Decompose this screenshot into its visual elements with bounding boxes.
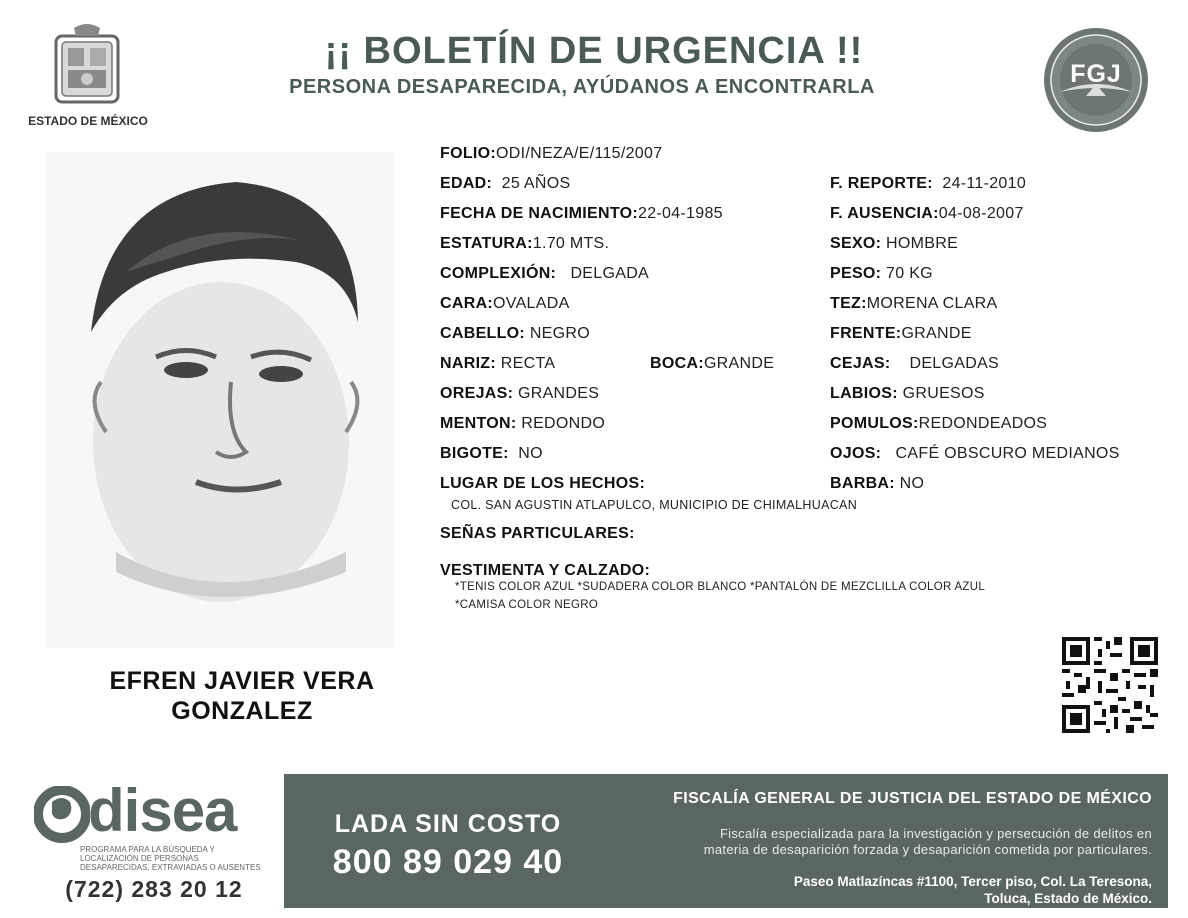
field-fecha-nacimiento <box>440 205 723 223</box>
f-reporte-value: 24-11-2010 <box>942 175 1027 192</box>
senas-label: SEÑAS PARTICULARES: <box>440 525 635 542</box>
person-portrait-icon <box>46 152 394 648</box>
frente-label: FRENTE: <box>830 325 902 342</box>
nariz-value: RECTA <box>500 355 556 372</box>
cabello-label: CABELLO: <box>440 325 526 342</box>
vestimenta-label: VESTIMENTA Y CALZADO: <box>440 562 651 579</box>
odisea-tagline: PROGRAMA PARA LA BÚSQUEDA Y LOCALIZACIÓN DE PERSONAS DESAPARECIDAS, EXTRAVIADAS O AUSENTES <box>80 845 261 872</box>
estatura-value: 1.70 MTS. <box>532 235 610 252</box>
field-bigote <box>440 445 543 463</box>
field-peso <box>830 265 933 283</box>
bigote-value: NO <box>518 445 543 462</box>
orejas-label: OREJAS: <box>440 385 514 402</box>
person-name-line2: GONZALEZ <box>171 697 313 725</box>
odisea-map-pin-icon <box>34 786 90 846</box>
fgj-logo <box>1042 26 1150 134</box>
ojos-value: CAFÉ OBSCURO MEDIANOS <box>895 445 1120 462</box>
tez-value: MORENA CLARA <box>866 295 998 312</box>
fecha-nacimiento-label: FECHA DE NACIMIENTO: <box>440 205 638 222</box>
barba-value: NO <box>899 475 925 492</box>
folio-label: FOLIO: <box>440 145 497 162</box>
address-line1: Paseo Matlazíncas #1100, Tercer piso, Col. La Teresona, <box>793 874 1152 889</box>
f-ausencia-value: 04-08-2007 <box>938 205 1024 222</box>
estatura-label: ESTATURA: <box>440 235 533 252</box>
field-ojos <box>830 445 1120 463</box>
field-cara <box>440 295 570 313</box>
field-estatura <box>440 235 609 253</box>
edad-label: EDAD: <box>440 175 493 192</box>
cara-value: OVALADA <box>493 295 570 312</box>
field-complexion <box>440 265 649 283</box>
f-ausencia-label: F. AUSENCIA: <box>830 205 939 222</box>
cejas-label: CEJAS: <box>830 355 891 372</box>
qr-code-icon[interactable] <box>1062 637 1158 733</box>
bulletin-subtitle: PERSONA DESAPARECIDA, AYÚDANOS A ENCONTRARLA <box>289 76 875 98</box>
folio-value: ODI/NEZA/E/115/2007 <box>496 145 663 162</box>
fiscalia-description <box>600 826 1152 858</box>
missing-person-photo <box>46 152 394 648</box>
field-f-reporte <box>830 175 1026 193</box>
vestimenta-line2: *CAMISA COLOR NEGRO <box>455 599 599 611</box>
field-menton <box>440 415 605 433</box>
field-cejas <box>830 355 999 373</box>
labios-label: LABIOS: <box>830 385 898 402</box>
field-f-ausencia <box>830 205 1024 223</box>
field-sexo <box>830 235 958 253</box>
boca-value: GRANDE <box>703 355 775 372</box>
field-labios <box>830 385 985 403</box>
vestimenta-line1: *TENIS COLOR AZUL *SUDADERA COLOR BLANCO *PANTALÓN DE MEZCLILLA COLOR AZUL <box>455 581 986 593</box>
lada-phone-number[interactable]: 800 89 029 40 <box>332 843 564 881</box>
cabello-value: NEGRO <box>529 325 590 342</box>
orejas-value: GRANDES <box>517 385 600 402</box>
field-senas <box>440 525 635 543</box>
field-edad <box>440 175 570 193</box>
fiscalia-desc-line2: materia de desaparición forzada y desaparición cometida por particulares. <box>703 842 1152 857</box>
field-tez <box>830 295 998 313</box>
fiscalia-title: FISCALÍA GENERAL DE JUSTICIA DEL ESTADO DE MÉXICO <box>673 790 1152 807</box>
frente-value: GRANDE <box>901 325 972 342</box>
field-cabello <box>440 325 590 343</box>
fiscalia-desc-line1: Fiscalía especializada para la investigación y persecución de delitos en <box>719 826 1152 841</box>
field-folio <box>440 145 662 163</box>
peso-value: 70 KG <box>886 265 933 282</box>
field-frente <box>830 325 972 343</box>
field-barba <box>830 475 924 493</box>
field-boca <box>650 355 774 373</box>
lugar-label: LUGAR DE LOS HECHOS: <box>440 475 646 492</box>
odisea-brand-text: disea <box>88 777 237 844</box>
fiscalia-address <box>600 873 1152 907</box>
tez-label: TEZ: <box>830 295 867 312</box>
edad-value: 25 AÑOS <box>501 175 571 192</box>
person-name-line1: EFREN JAVIER VERA <box>109 667 375 695</box>
person-name <box>46 666 438 726</box>
lugar-value: COL. SAN AGUSTIN ATLAPULCO, MUNICIPIO DE CHIMALHUACAN <box>451 498 858 512</box>
field-orejas <box>440 385 599 403</box>
labios-value: GRUESOS <box>902 385 985 402</box>
address-line2: Toluca, Estado de México. <box>984 891 1152 906</box>
bigote-label: BIGOTE: <box>440 445 509 462</box>
complexion-value: DELGADA <box>570 265 650 282</box>
fgj-logo-text: FGJ <box>1070 60 1122 88</box>
menton-label: MENTON: <box>440 415 517 432</box>
boca-label: BOCA: <box>650 355 704 372</box>
field-nariz <box>440 355 555 373</box>
field-vestimenta <box>440 562 650 580</box>
bulletin-title: ¡¡ BOLETÍN DE URGENCIA !! <box>324 30 864 72</box>
fecha-nacimiento-value: 22-04-1985 <box>638 205 723 222</box>
barba-label: BARBA: <box>830 475 895 492</box>
menton-value: REDONDO <box>521 415 606 432</box>
state-label: ESTADO DE MÉXICO <box>28 114 148 128</box>
nariz-label: NARIZ: <box>440 355 497 372</box>
ojos-label: OJOS: <box>830 445 882 462</box>
complexion-label: COMPLEXIÓN: <box>440 265 557 282</box>
lada-sin-costo-label: LADA SIN COSTO <box>334 810 562 838</box>
odisea-phone[interactable]: (722) 283 20 12 <box>65 876 243 902</box>
field-pomulos <box>830 415 1047 433</box>
field-lugar <box>440 475 645 493</box>
peso-label: PESO: <box>830 265 882 282</box>
f-reporte-label: F. REPORTE: <box>830 175 933 192</box>
sexo-value: HOMBRE <box>886 235 959 252</box>
pomulos-label: POMULOS: <box>830 415 919 432</box>
cejas-value: DELGADAS <box>909 355 1000 372</box>
pomulos-value: REDONDEADOS <box>918 415 1048 432</box>
cara-label: CARA: <box>440 295 494 312</box>
sexo-label: SEXO: <box>830 235 882 252</box>
